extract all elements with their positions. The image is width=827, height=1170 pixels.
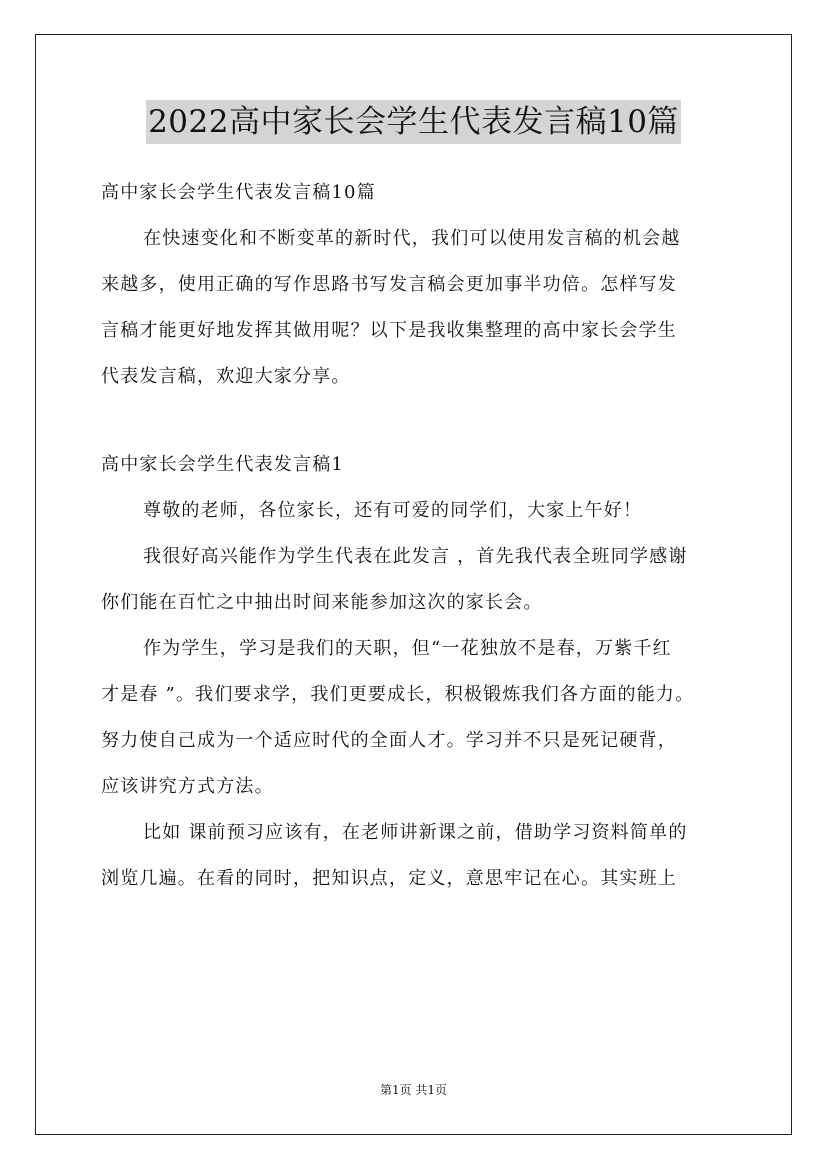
paragraph-line: 努力使自己成为一个适应时代的全面人才。学习并不只是死记硬背， [101, 730, 677, 751]
intro-line: 代表发言稿，欢迎大家分享。 [101, 366, 351, 387]
paragraph-line: 应该讲究方式方法。 [101, 776, 274, 797]
intro-line: 来越多，使用正确的写作思路书写发言稿会更加事半功倍。怎样写发 [101, 274, 677, 295]
document-title-container [0, 100, 827, 144]
paragraph-line: 我很好高兴能作为学生代表在此发言 ，首先我代表全班同学感谢 [143, 546, 688, 567]
document-title: 2022高中家长会学生代表发言稿10篇 [146, 100, 681, 144]
paragraph-line: 比如 课前预习应该有，在老师讲新课之前，借助学习资料简单的 [143, 822, 688, 843]
page-number: 第1页 共1页 [379, 1083, 448, 1097]
page-footer [0, 1082, 827, 1098]
intro-line: 在快速变化和不断变革的新时代，我们可以使用发言稿的机会越 [143, 228, 681, 249]
document-body [101, 170, 731, 902]
paragraph-line: 你们能在百忙之中抽出时间来能参加这次的家长会。 [101, 592, 543, 613]
section-gap [101, 400, 731, 442]
greeting: 尊敬的老师，各位家长，还有可爱的同学们，大家上午好！ [143, 500, 643, 521]
intro-line: 言稿才能更好地发挥其做用呢？以下是我收集整理的高中家长会学生 [101, 320, 677, 341]
paragraph-line: 作为学生，学习是我们的天职，但“一花独放不是春，万紫千红 [143, 638, 672, 659]
paragraph-line: 浏览几遍。在看的同时，把知识点，定义，意思牢记在心。其实班上 [101, 868, 677, 889]
section-heading: 高中家长会学生代表发言稿1 [101, 454, 345, 475]
paragraph-line: 才是春 ”。我们要求学，我们更要成长，积极锻炼我们各方面的能力。 [101, 684, 695, 705]
subtitle: 高中家长会学生代表发言稿10篇 [101, 182, 376, 203]
